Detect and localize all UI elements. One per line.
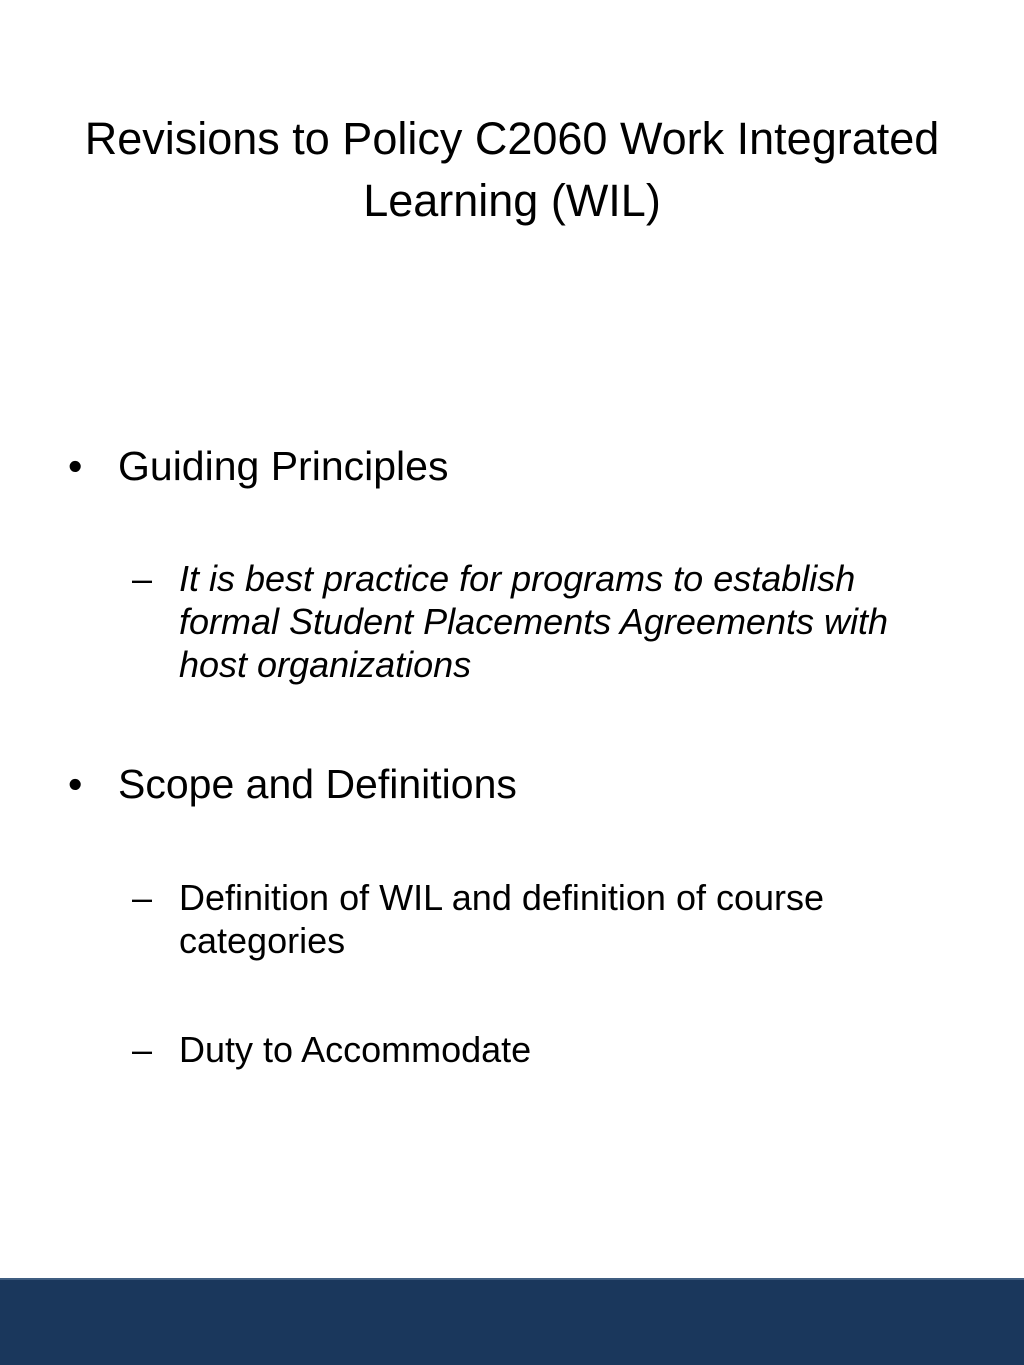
subitem-best-practice	[132, 557, 962, 686]
bullet-guiding-principles	[68, 442, 448, 490]
subitem-text: Duty to Accommodate	[179, 1029, 532, 1070]
bullet-marker: •	[68, 443, 83, 489]
subitem-duty-to-accommodate	[132, 1028, 962, 1071]
subitem-marker: –	[132, 1029, 153, 1070]
subitem-marker: –	[132, 558, 153, 599]
footer-bar	[0, 1278, 1024, 1365]
bullet-text: Scope and Definitions	[118, 761, 517, 807]
slide-title: Revisions to Policy C2060 Work Integrated Learning (WIL)	[84, 113, 940, 226]
bullet-scope-and-definitions	[68, 760, 517, 808]
subitem-marker: –	[132, 877, 153, 918]
subitem-text: It is best practice for programs to establish formal Student Placements Agreements with host organizations	[179, 558, 888, 685]
subitem-definition-of-wil	[132, 876, 962, 962]
subitem-text: Definition of WIL and definition of course categories	[179, 877, 825, 961]
bullet-text: Guiding Principles	[118, 443, 449, 489]
bullet-marker: •	[68, 761, 83, 807]
